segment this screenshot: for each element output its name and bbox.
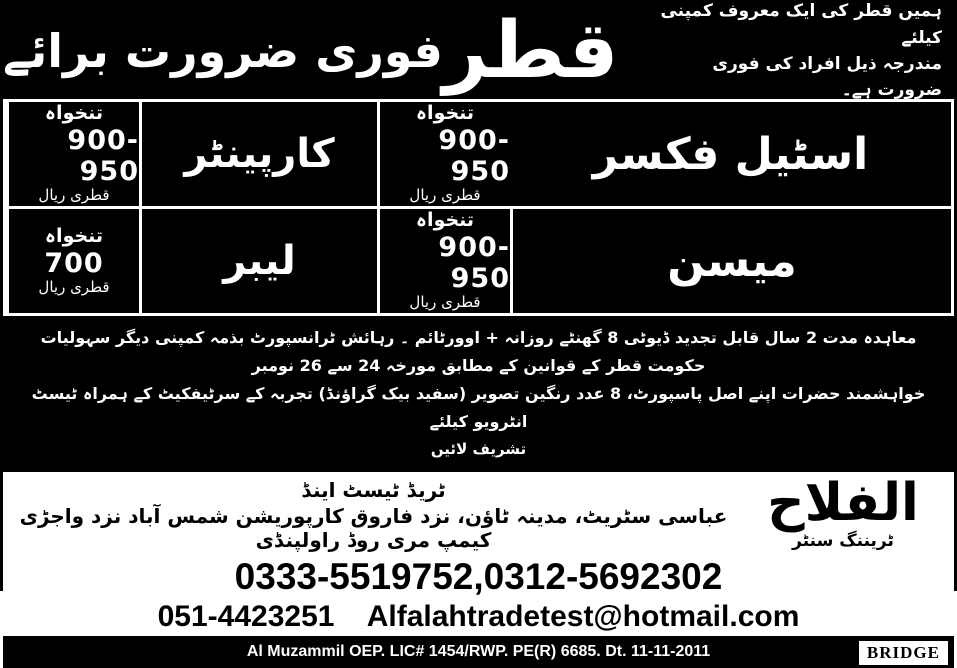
header-title-block	[3, 6, 650, 96]
logo-right-text: ٹریڈ ٹیسٹ اینڈ	[301, 478, 446, 503]
secondary-contact[interactable]	[9, 598, 948, 634]
salary-label: تنخواہ	[44, 102, 104, 125]
salary-label: تنخواہ	[415, 209, 475, 232]
secondary-phone[interactable]: 051-4423251	[157, 600, 335, 634]
job-title-steel-fixer: اسٹیل فکسر	[510, 102, 951, 206]
conditions-line-1: معاہدہ مدت 2 سال قابل تجدید ڈیوٹی 8 گھنٹے روزانہ + اوورٹائم ۔ رہائش ٹرانسپورٹ بذمہ کمپنی دیگر سہولیات حکومت قطر کے قوانین کے مطابق مورخہ 24 سے 26 نومبر	[40, 328, 917, 375]
job-title-labour: لیبر	[142, 209, 377, 313]
salary-amount: 900-950	[438, 125, 510, 188]
salary-cell	[9, 209, 139, 313]
salary-label: تنخواہ	[415, 102, 475, 125]
intro-line-1: ہمیں قطر کی ایک معروف کمپنی کیلئے	[660, 1, 942, 48]
header-intro-block	[650, 0, 954, 110]
conditions-block	[3, 316, 954, 472]
conditions-line-3: تشریف لائیں	[430, 440, 527, 458]
salary-currency: قطری ریال	[409, 186, 481, 205]
job-title-carpenter: کارپینٹر	[142, 102, 377, 206]
address-column	[9, 476, 738, 552]
email-address[interactable]: Alfalahtradetest@hotmail.com	[366, 600, 800, 634]
salary-cell	[380, 102, 510, 206]
salary-cell	[9, 102, 139, 206]
ad-header	[3, 3, 954, 99]
intro-line-2: مندرجہ ذیل افراد کی فوری ضرورت ہے۔	[712, 54, 942, 101]
license-bar	[3, 636, 954, 668]
salary-cell	[380, 209, 510, 313]
salary-amount: 900-950	[67, 125, 139, 188]
country-title: قطر	[442, 6, 619, 96]
primary-phones[interactable]: 0333-5519752,0312-5692302	[234, 556, 723, 598]
salary-amount: 900-950	[438, 232, 510, 295]
address-row	[9, 473, 948, 553]
license-text: Al Muzammil OEP. LIC# 1454/RWP. PE(R) 6685. Dt. 11-11-2011	[246, 643, 711, 661]
salary-currency: قطری ریال	[38, 186, 110, 205]
table-row	[6, 209, 951, 313]
conditions-line-2: خواہشمند حضرات اپنے اصل پاسپورٹ، 8 عدد رنگین تصویر (سفید بیک گراؤنڈ) تجربہ کے سرٹیفکیٹ کے ہمراہ ٹیسٹ انٹرویو کیلئے	[31, 384, 926, 431]
salary-currency: قطری ریال	[409, 293, 481, 312]
brand-badge: BRIDGE	[857, 639, 950, 667]
job-title-mason: میسن	[513, 209, 951, 313]
salary-amount: 700	[44, 247, 104, 279]
company-address: عباسی سٹریٹ، مدینہ ٹاؤن، نزد فاروق کارپوریشن شمس آباد نزد واجڑی کیمپ مری روڈ راولپنڈی	[19, 504, 728, 553]
jobs-table	[3, 99, 954, 316]
company-logo	[738, 473, 948, 552]
salary-label: تنخواہ	[44, 224, 104, 247]
contact-footer	[3, 472, 954, 636]
logo-name: الفلاح	[767, 473, 919, 534]
table-row	[6, 102, 951, 206]
headline: فوری ضرورت برائے	[3, 24, 443, 78]
salary-currency: قطری ریال	[38, 277, 110, 296]
logo-subtitle: ٹریننگ سنٹر	[792, 531, 894, 552]
